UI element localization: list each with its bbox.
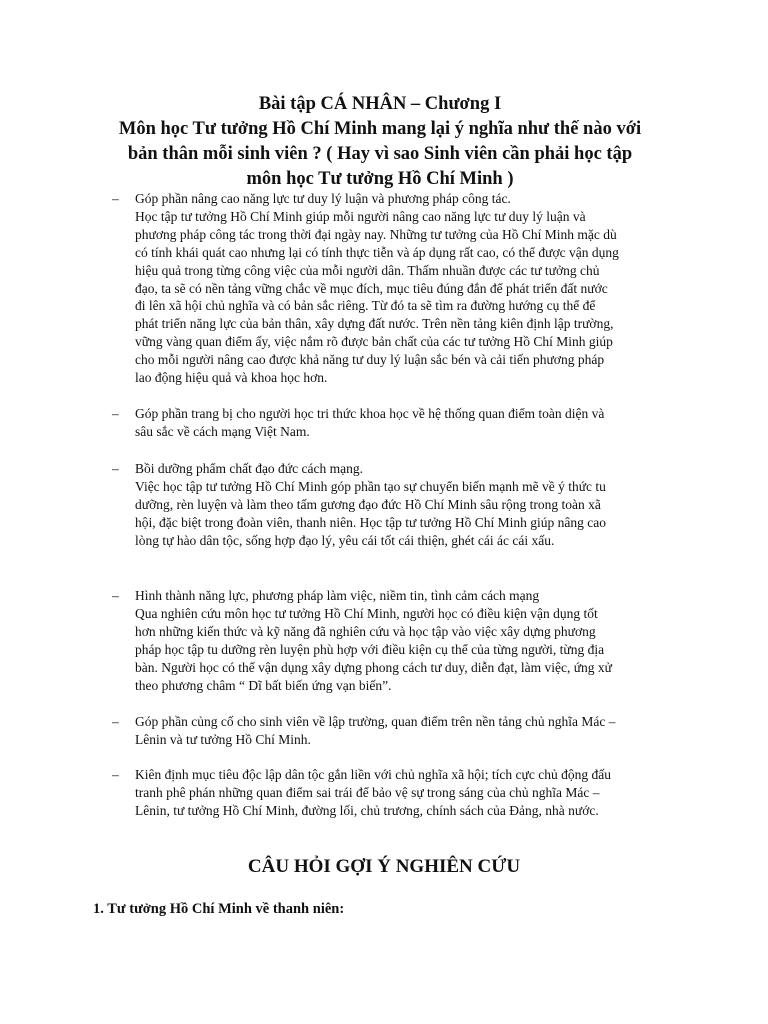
text-line: lòng tự hào dân tộc, sống hợp đạo lý, yêu cái tốt cái thiện, ghét cái ác cái xấu. (135, 532, 555, 548)
text-line: có tính khái quát cao nhưng lại có tính thực tiễn và áp dụng rất cao, có thể được vận dụng (135, 244, 619, 260)
text-line: vững vàng quan điểm ấy, việc nắm rõ được bản chất của các tư tưởng Hồ Chí Minh giúp (135, 334, 613, 350)
bullet-item-text (135, 190, 695, 387)
text-line: pháp học tập tu dưỡng rèn luyện phù hợp với điều kiện cụ thể của từng người, từng địa (135, 641, 605, 657)
document-title (70, 92, 690, 192)
text-line: hiệu quả trong từng công việc của mỗi người dân. Thấm nhuần được các tư tưởng chủ (135, 262, 600, 278)
text-line: lao động hiệu quả và khoa học hơn. (135, 370, 328, 386)
text-line: Việc học tập tư tưởng Hồ Chí Minh góp phần tạo sự chuyển biến mạnh mẽ về ý thức tu (135, 478, 606, 494)
dash-bullet: – (112, 767, 119, 782)
text-line: Hình thành năng lực, phương pháp làm việc, niềm tin, tình cảm cách mạng (135, 588, 540, 603)
title-line: Môn học Tư tưởng Hồ Chí Minh mang lại ý nghĩa như thế nào với (118, 119, 642, 139)
text-line: Góp phần nâng cao năng lực tư duy lý luận và phương pháp công tác. (135, 191, 511, 206)
text-line: hơn những kiến thức và kỹ năng đã nghiên cứu và học tập vào việc xây dựng phương (135, 623, 596, 639)
title-line: môn học Tư tưởng Hồ Chí Minh ) (246, 169, 514, 189)
dash-bullet: – (112, 461, 119, 476)
text-line: phát triển năng lực của bản thân, xây dựng đất nước. Trên nền tảng kiên định lập trường, (135, 316, 614, 332)
text-line: phương pháp công tác trong thời đại ngày nay. Những tư tưởng của Hồ Chí Minh mặc dù (135, 226, 617, 242)
text-line: cho mỗi người nâng cao được khả năng tư duy lý luận sắc bén và cải tiến phương pháp (135, 352, 605, 368)
question-heading: 1. Tư tưởng Hồ Chí Minh về thanh niên: (93, 901, 345, 917)
text-line: đi lên xã hội chủ nghĩa và có bản sắc riêng. Từ đó ta sẽ tìm ra đường hướng cụ thể để (135, 298, 596, 314)
section-heading: CÂU HỎI GỢI Ý NGHIÊN CỨU (247, 856, 521, 877)
dash-bullet: – (112, 588, 119, 603)
bullet-item-text (135, 405, 695, 441)
text-line: Kiên định mục tiêu độc lập dân tộc gắn liền với chủ nghĩa xã hội; tích cực chủ động đấu (135, 767, 611, 782)
text-line: tranh phê phán những quan điểm sai trái để bảo vệ sự trong sáng của chủ nghĩa Mác – (135, 784, 600, 800)
text-line: Góp phần trang bị cho người học tri thức khoa học về hệ thống quan điểm toàn diện và (135, 406, 605, 421)
dash-bullet: – (112, 191, 119, 206)
text-line: Bồi dưỡng phẩm chất đạo đức cách mạng. (135, 461, 363, 476)
bullet-item-text (135, 460, 695, 550)
dash-bullet: – (112, 406, 119, 421)
text-line: Lênin, tư tưởng Hồ Chí Minh, đường lối, chủ trương, chính sách của Đảng, nhà nước. (135, 802, 599, 818)
title-line: bản thân mỗi sinh viên ? ( Hay vì sao Sinh viên cần phải học tập (127, 144, 633, 164)
text-line: dưỡng, rèn luyện và làm theo tấm gương đạo đức Hồ Chí Minh sâu rộng trong toàn xã (135, 496, 601, 512)
text-line: Lênin và tư tưởng Hồ Chí Minh. (135, 731, 311, 747)
bullet-item-text (135, 713, 695, 749)
text-line: sâu sắc về cách mạng Việt Nam. (135, 423, 310, 439)
title-line: Bài tập CÁ NHÂN – Chương I (258, 94, 502, 114)
text-line: hội, đặc biệt trong đoàn viên, thanh niên. Học tập tư tưởng Hồ Chí Minh giúp nâng cao (135, 514, 606, 530)
bullet-item-text (135, 587, 695, 694)
text-line: Góp phần củng cố cho sinh viên về lập trường, quan điểm trên nền tảng chủ nghĩa Mác – (135, 714, 616, 729)
bullet-item-text (135, 766, 695, 820)
text-line: bàn. Người học có thể vận dụng xây dựng phong cách tư duy, diễn đạt, làm việc, ứng xử (135, 659, 612, 675)
dash-bullet: – (112, 714, 119, 729)
text-line: theo phương châm “ Dĩ bất biến ứng vạn biến”. (135, 677, 392, 693)
text-line: Qua nghiên cứu môn học tư tưởng Hồ Chí Minh, người học có điều kiện vận dụng tốt (135, 605, 598, 621)
text-line: đạo, ta sẽ có nền tảng vững chắc về mục đích, mục tiêu đúng đắn để phát triển đất nước (135, 280, 608, 296)
text-line: Học tập tư tưởng Hồ Chí Minh giúp mỗi người nâng cao năng lực tư duy lý luận và (135, 208, 586, 224)
